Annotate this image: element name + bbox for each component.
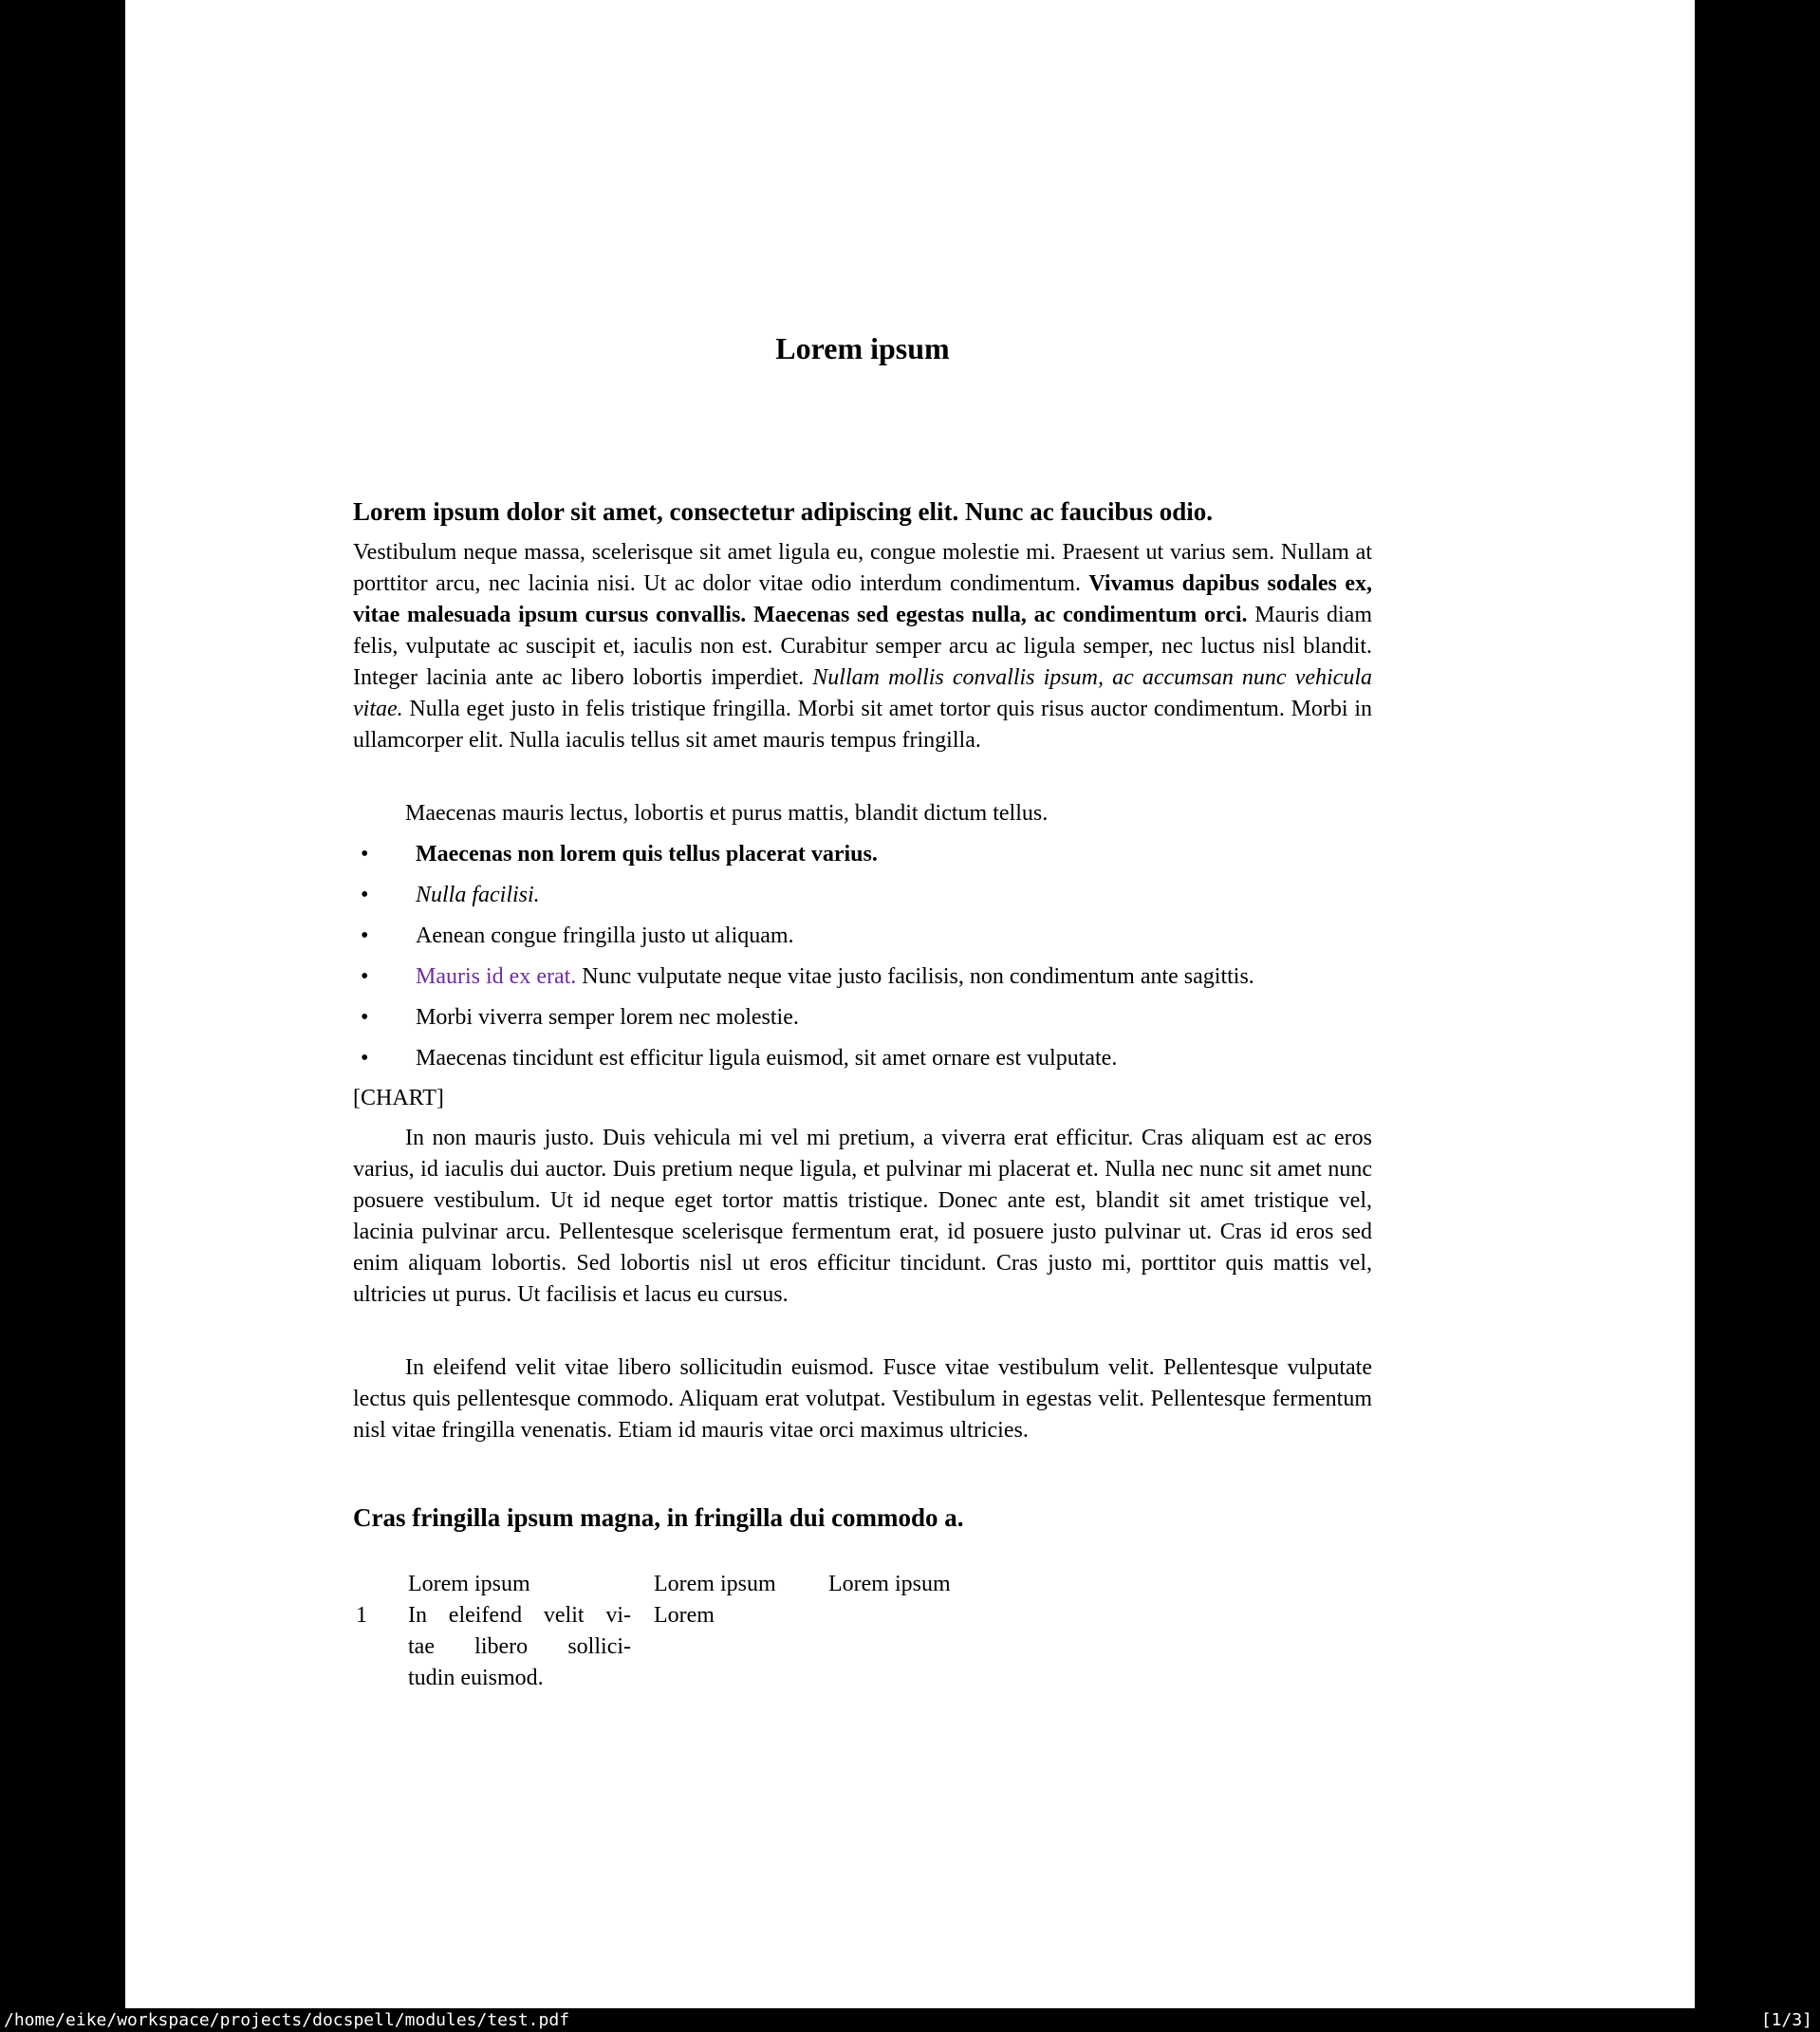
- bullet-text: [416, 923, 794, 948]
- section-heading-2: Cras fringilla ipsum magna, in fringilla dui commodo a.: [353, 1503, 964, 1532]
- paragraph-1: [353, 537, 1372, 756]
- bullet-icon: •: [361, 923, 369, 948]
- bullet-item: [353, 839, 1372, 870]
- status-bar: [0, 2008, 1820, 2032]
- table-cell-line: In eleifend velit vi-: [408, 1603, 631, 1628]
- bullet-item: [353, 921, 1372, 952]
- text-segment: Nulla facilisi.: [416, 883, 540, 907]
- text-segment: Nunc vulputate neque vitae justo facilisis, non condimentum ante sagittis.: [576, 964, 1254, 989]
- bullet-icon: •: [361, 964, 369, 989]
- table-header-cell: Lorem ipsum: [654, 1572, 776, 1596]
- text-segment: Vivamus dapibus sodales ex, vitae malesuada ipsum cursus convallis. Maecenas sed egestas nulla, ac condimentum orci.: [353, 571, 1372, 627]
- text-segment: Morbi viverra semper lorem nec molestie.: [416, 1005, 799, 1030]
- statusbar-page-indicator: [1/3]: [1760, 2010, 1812, 2030]
- statusbar-file-path: /home/eike/workspace/projects/docspell/modules/test.pdf: [4, 2010, 570, 2030]
- paragraph-3: In eleifend velit vitae libero sollicitudin euismod. Fusce vitae vestibulum velit. Pellentesque vulputate lectus quis pellentesque commodo. Aliquam erat volutpat. Vestibulum in egestas velit. Pellentesque fermentum nisl vitae fringilla venenatis. Etiam id mauris vitae orci maximus ultricies.: [353, 1355, 1372, 1443]
- document-page[interactable]: [125, 0, 1695, 2008]
- bullet-text: [416, 964, 1254, 989]
- text-segment: Aenean congue fringilla justo ut aliquam.: [416, 923, 794, 948]
- table-cell-line: tae libero sollici-: [408, 1634, 631, 1659]
- bullet-text: [416, 883, 540, 907]
- paragraph-2: In non mauris justo. Duis vehicula mi vel mi pretium, a viverra erat efficitur. Cras aliquam est ac eros varius, id iaculis dui auctor. Duis pretium neque ligula, et pulvinar mi placerat et. Nulla nec nunc sit amet nunc posuere vestibulum. Ut id neque eget tortor mattis tristique. Donec ante est, blandit sit amet tristique vel, lacinia pulvinar arcu. Pellentesque scelerisque fermentum erat, id posuere justo pulvinar ut. Cras id eros sed enim aliquam lobortis. Sed lobortis nisl ut eros efficitur tincidunt. Cras justo mi, porttitor quis mattis vel, ultricies ut purus. Ut facilisis et lacus eu cursus.: [353, 1126, 1372, 1307]
- table-row-number: 1: [356, 1603, 367, 1628]
- table-header-cell: Lorem ipsum: [828, 1572, 951, 1596]
- chart-placeholder: [CHART]: [353, 1086, 444, 1110]
- bullet-text: [416, 1005, 799, 1030]
- table-cell: [408, 1600, 631, 1694]
- bullet-icon: •: [361, 883, 369, 907]
- text-segment: Maecenas tincidunt est efficitur ligula euismod, sit amet ornare est vulputate.: [416, 1046, 1118, 1071]
- bullet-item: [353, 1002, 1372, 1034]
- bullet-icon: •: [361, 1046, 369, 1071]
- text-segment: Nullam mollis convallis ipsum, ac accumsan nunc vehicula vitae.: [353, 665, 1372, 721]
- text-segment: Vestibulum neque massa, scelerisque sit amet ligula eu, congue molestie mi. Praesent ut varius sem. Nullam at porttitor arcu, nec lacinia nisi. Ut ac dolor vitae odio interdum condimentum.: [353, 540, 1372, 596]
- section-heading-1: Lorem ipsum dolor sit amet, consectetur adipiscing elit. Nunc ac faucibus odio.: [353, 497, 1214, 526]
- paragraph-indented-line: Maecenas mauris lectus, lobortis et purus mattis, blandit dictum tellus.: [405, 801, 1049, 826]
- table-cell-line: tudin euismod.: [408, 1666, 544, 1690]
- bullet-icon: •: [361, 1005, 369, 1030]
- bullet-item: [353, 880, 1372, 911]
- text-segment: Maecenas non lorem quis tellus placerat varius.: [416, 842, 878, 867]
- bullet-item: [353, 1043, 1372, 1074]
- data-table: [353, 1569, 1372, 1711]
- bullet-text: [416, 1046, 1117, 1071]
- bullet-list: [353, 839, 1372, 1084]
- table-cell: Lorem: [654, 1603, 715, 1628]
- bullet-icon: •: [361, 842, 369, 867]
- text-segment: Nulla eget justo in felis tristique fringilla. Morbi sit amet tortor quis risus auctor condimentum. Morbi in ullamcorper elit. Nulla iaculis tellus sit amet mauris tempus fringilla.: [353, 697, 1372, 753]
- text-segment: Mauris diam felis, vulputate ac suscipit et, iaculis non est. Curabitur semper arcu ac ligula semper, nec luctus nisl blandit. Integer lacinia ante ac libero lobortis imperdiet.: [353, 603, 1372, 690]
- bullet-item: [353, 961, 1372, 993]
- hyperlink[interactable]: Mauris id ex erat.: [416, 964, 577, 989]
- document-title: Lorem ipsum: [775, 331, 950, 365]
- table-header-cell: Lorem ipsum: [408, 1572, 530, 1596]
- bullet-text: [416, 842, 878, 867]
